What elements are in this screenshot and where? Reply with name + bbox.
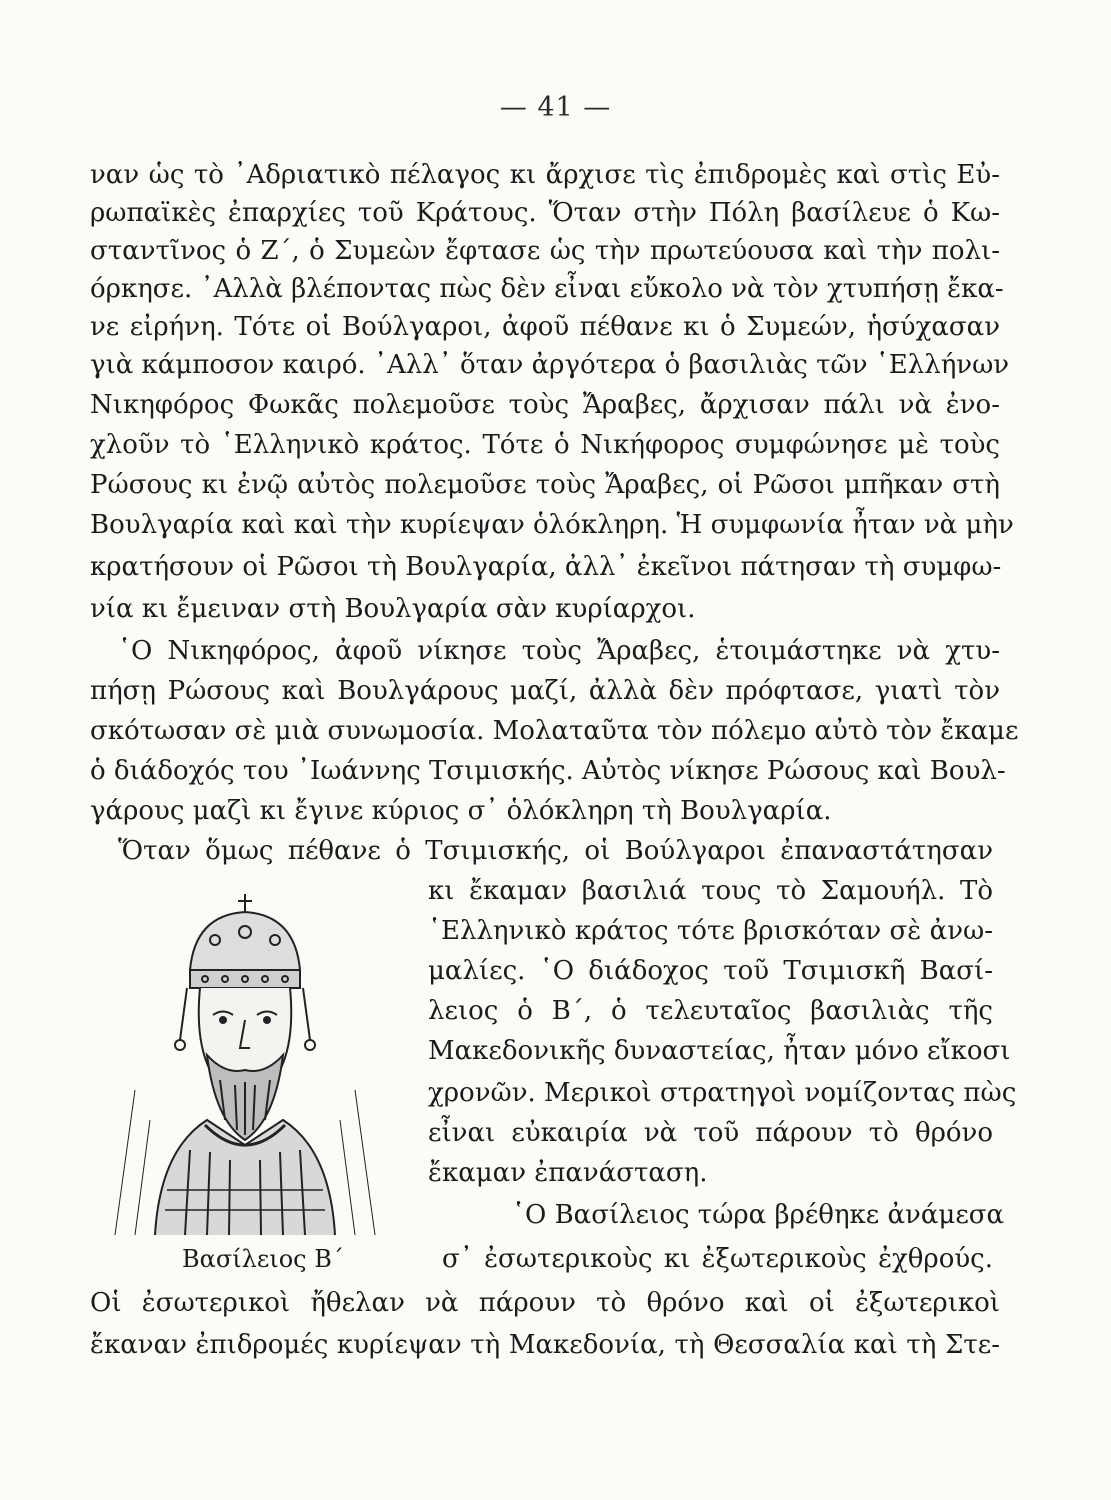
- text-line: χλοῦν τὸ ῾Ελληνικὸ κράτος. Τότε ὁ Νικήφορος συμφώνησε μὲ τοὺς: [90, 430, 1000, 460]
- text-line: μαλίες. ῾Ο διάδοχος τοῦ Τσιμισκῆ Βασί-: [428, 956, 993, 986]
- text-line: σταντῖνος ὁ Ζ΄, ὁ Συμεὼν ἔφτασε ὡς τὴν πρωτεύουσα καὶ τὴν πολι-: [90, 236, 1000, 266]
- text-line: σκότωσαν σὲ μιὰ συνωμοσία. Μολαταῦτα τὸν πόλεμο αὐτὸ τὸν ἔκαμε: [90, 716, 1019, 746]
- text-line: λειος ὁ Β΄, ὁ τελευταῖος βασιλιὰς τῆς: [428, 996, 993, 1026]
- text-line: γιὰ κάμποσον καιρό. ᾿Αλλ᾿ ὅταν ἀργότερα ὁ βασιλιὰς τῶν ῾Ελλήνων: [90, 350, 1010, 380]
- portrait-caption: Βασίλειος Β΄: [182, 1245, 344, 1273]
- page-number: — 41 —: [499, 92, 612, 123]
- text-line: πήσῃ Ρώσους καὶ Βουλγάρους μαζί, ἀλλὰ δὲν πρόφτασε, γιατὶ τὸν: [90, 676, 1000, 706]
- text-line: κι ἔκαμαν βασιλιά τους τὸ Σαμουήλ. Τὸ: [428, 876, 993, 906]
- text-line: Μακεδονικῆς δυναστείας, ἦταν μόνο εἴκοσι: [428, 1036, 1011, 1066]
- text-line: Νικηφόρος Φωκᾶς πολεμοῦσε τοὺς Ἄραβες, ἄρχισαν πάλι νὰ ἐνο-: [90, 390, 1000, 420]
- text-line: Βουλγαρία καὶ καὶ τὴν κυρίεψαν ὁλόκληρη. Ἡ συμφωνία ἦταν νὰ μὴν: [90, 510, 1014, 540]
- text-line: νε εἰρήνη. Τότε οἱ Βούλγαροι, ἀφοῦ πέθανε κι ὁ Συμεών, ἡσύχασαν: [90, 312, 1000, 342]
- text-line: ῾Ο Βασίλειος τώρα βρέθηκε ἀνάμεσα: [512, 1200, 1005, 1230]
- text-line: Οἱ ἐσωτερικοὶ ἤθελαν νὰ πάρουν τὸ θρόνο καὶ οἱ ἐξωτερικοὶ: [90, 1288, 1000, 1318]
- text-line: γάρους μαζὶ κι ἔγινε κύριος σ᾿ ὁλόκληρη τὴ Βουλγαρία.: [90, 796, 832, 826]
- text-line: ρωπαϊκὲς ἐπαρχίες τοῦ Κράτους. Ὅταν στὴν Πόλη βασίλευε ὁ Κω-: [90, 198, 1000, 228]
- text-line: σ᾿ ἐσωτερικοὺς κι ἐξωτερικοὺς ἐχθρούς.: [442, 1244, 993, 1274]
- text-line: ῾Ελληνικὸ κράτος τότε βρισκόταν σὲ ἀνω-: [428, 916, 993, 946]
- basil-portrait: [95, 890, 395, 1235]
- text-line: ἔκαναν ἐπιδρομές κυρίεψαν τὴ Μακεδονία, τὴ Θεσσαλία καὶ τὴ Στε-: [90, 1330, 1000, 1360]
- text-line: ὁ διάδοχός του ᾿Ιωάννης Τσιμισκής. Αὐτὸς νίκησε Ρώσους καὶ Βουλ-: [90, 756, 1006, 786]
- text-line: χρονῶν. Μερικοὶ στρατηγοὶ νομίζοντας πὼς: [428, 1078, 1017, 1108]
- text-line: κρατήσουν οἱ Ρῶσοι τὴ Βουλγαρία, ἀλλ᾿ ἐκεῖνοι πάτησαν τὴ συμφω-: [90, 552, 1002, 582]
- text-line: ἔκαμαν ἐπανάσταση.: [428, 1158, 708, 1188]
- text-line: Ρώσους κι ἐνῷ αὐτὸς πολεμοῦσε τοὺς Ἄραβες, οἱ Ρῶσοι μπῆκαν στὴ: [90, 470, 1000, 500]
- text-line: Ὅταν ὅμως πέθανε ὁ Τσιμισκής, οἱ Βούλγαροι ἐπαναστάτησαν: [118, 836, 993, 866]
- text-line: νία κι ἔμειναν στὴ Βουλγαρία σὰν κυρίαρχοι.: [90, 594, 696, 624]
- text-line: ναν ὡς τὸ ᾿Αδριατικὸ πέλαγος κι ἄρχισε τὶς ἐπιδρομὲς καὶ στὶς Εὐ-: [90, 160, 1000, 190]
- text-line: εἶναι εὐκαιρία νὰ τοῦ πάρουν τὸ θρόνο: [428, 1118, 993, 1148]
- text-line: ῾Ο Νικηφόρος, ἀφοῦ νίκησε τοὺς Ἄραβες, ἑτοιμάστηκε νὰ χτυ-: [118, 636, 1000, 666]
- text-line: όρκησε. ᾿Αλλὰ βλέποντας πὼς δὲν εἶναι εὔκολο νὰ τὸν χτυπήσῃ ἔκα-: [90, 274, 1004, 304]
